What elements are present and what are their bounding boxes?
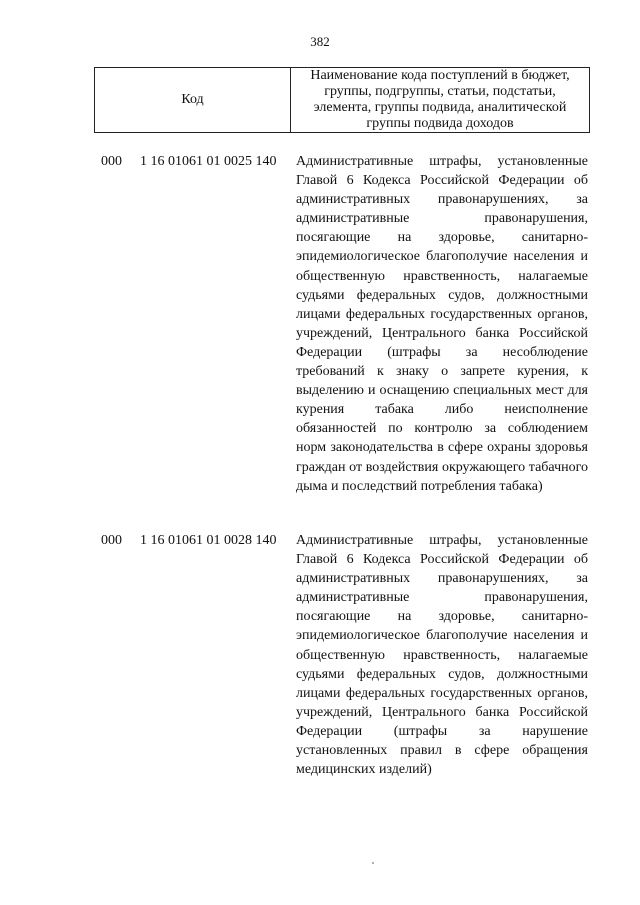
scan-speck [372,862,374,864]
revenue-description: Административные штрафы, установленные Главой 6 Кодекса Российской Федерации об административных правонарушениях, за административные правонарушения, посягающие на здоровье, санитарно-эпидемиологическое благополучие населения и общественную нравственность, налагаемые судьями федеральных судов, должностными лицами федеральных государственных органов, учреждений, Центрального банка Российской Федерации (штрафы за несоблюдение требований к знаку о запрете курения, к выделению и оснащению специальных мест для курения табака либо неисполнение обязанностей по контролю за соблюдением норм законодательства в сфере охраны здоровья граждан от воздействия окружающего табачного дыма и последствий потребления табака) [296,154,588,494]
page-number: 382 [310,34,330,49]
revenue-code: 1 16 01061 01 0028 140 [140,533,277,548]
header-table [94,67,590,133]
revenue-code: 1 16 01061 01 0025 140 [140,154,277,169]
admin-code: 000 [101,154,122,169]
revenue-description: Административные штрафы, установленные Главой 6 Кодекса Российской Федерации об административных правонарушениях, за административные правонарушения, посягающие на здоровье, санитарно-эпидемиологическое благополучие населения и общественную нравственность, налагаемые судьями федеральных судов, должностными лицами федеральных государственных органов, учреждений, Центрального банка Российской Федерации (штрафы за нарушение установленных правил в сфере обращения медицинских изделий) [296,533,588,778]
header-name-cell: Наименование кода поступлений в бюджет, группы, подгруппы, статьи, подстатьи, элемента, группы подвида, аналитической группы подвида доходов [310,68,570,131]
header-code-cell: Код [95,68,291,132]
admin-code: 000 [101,533,122,548]
